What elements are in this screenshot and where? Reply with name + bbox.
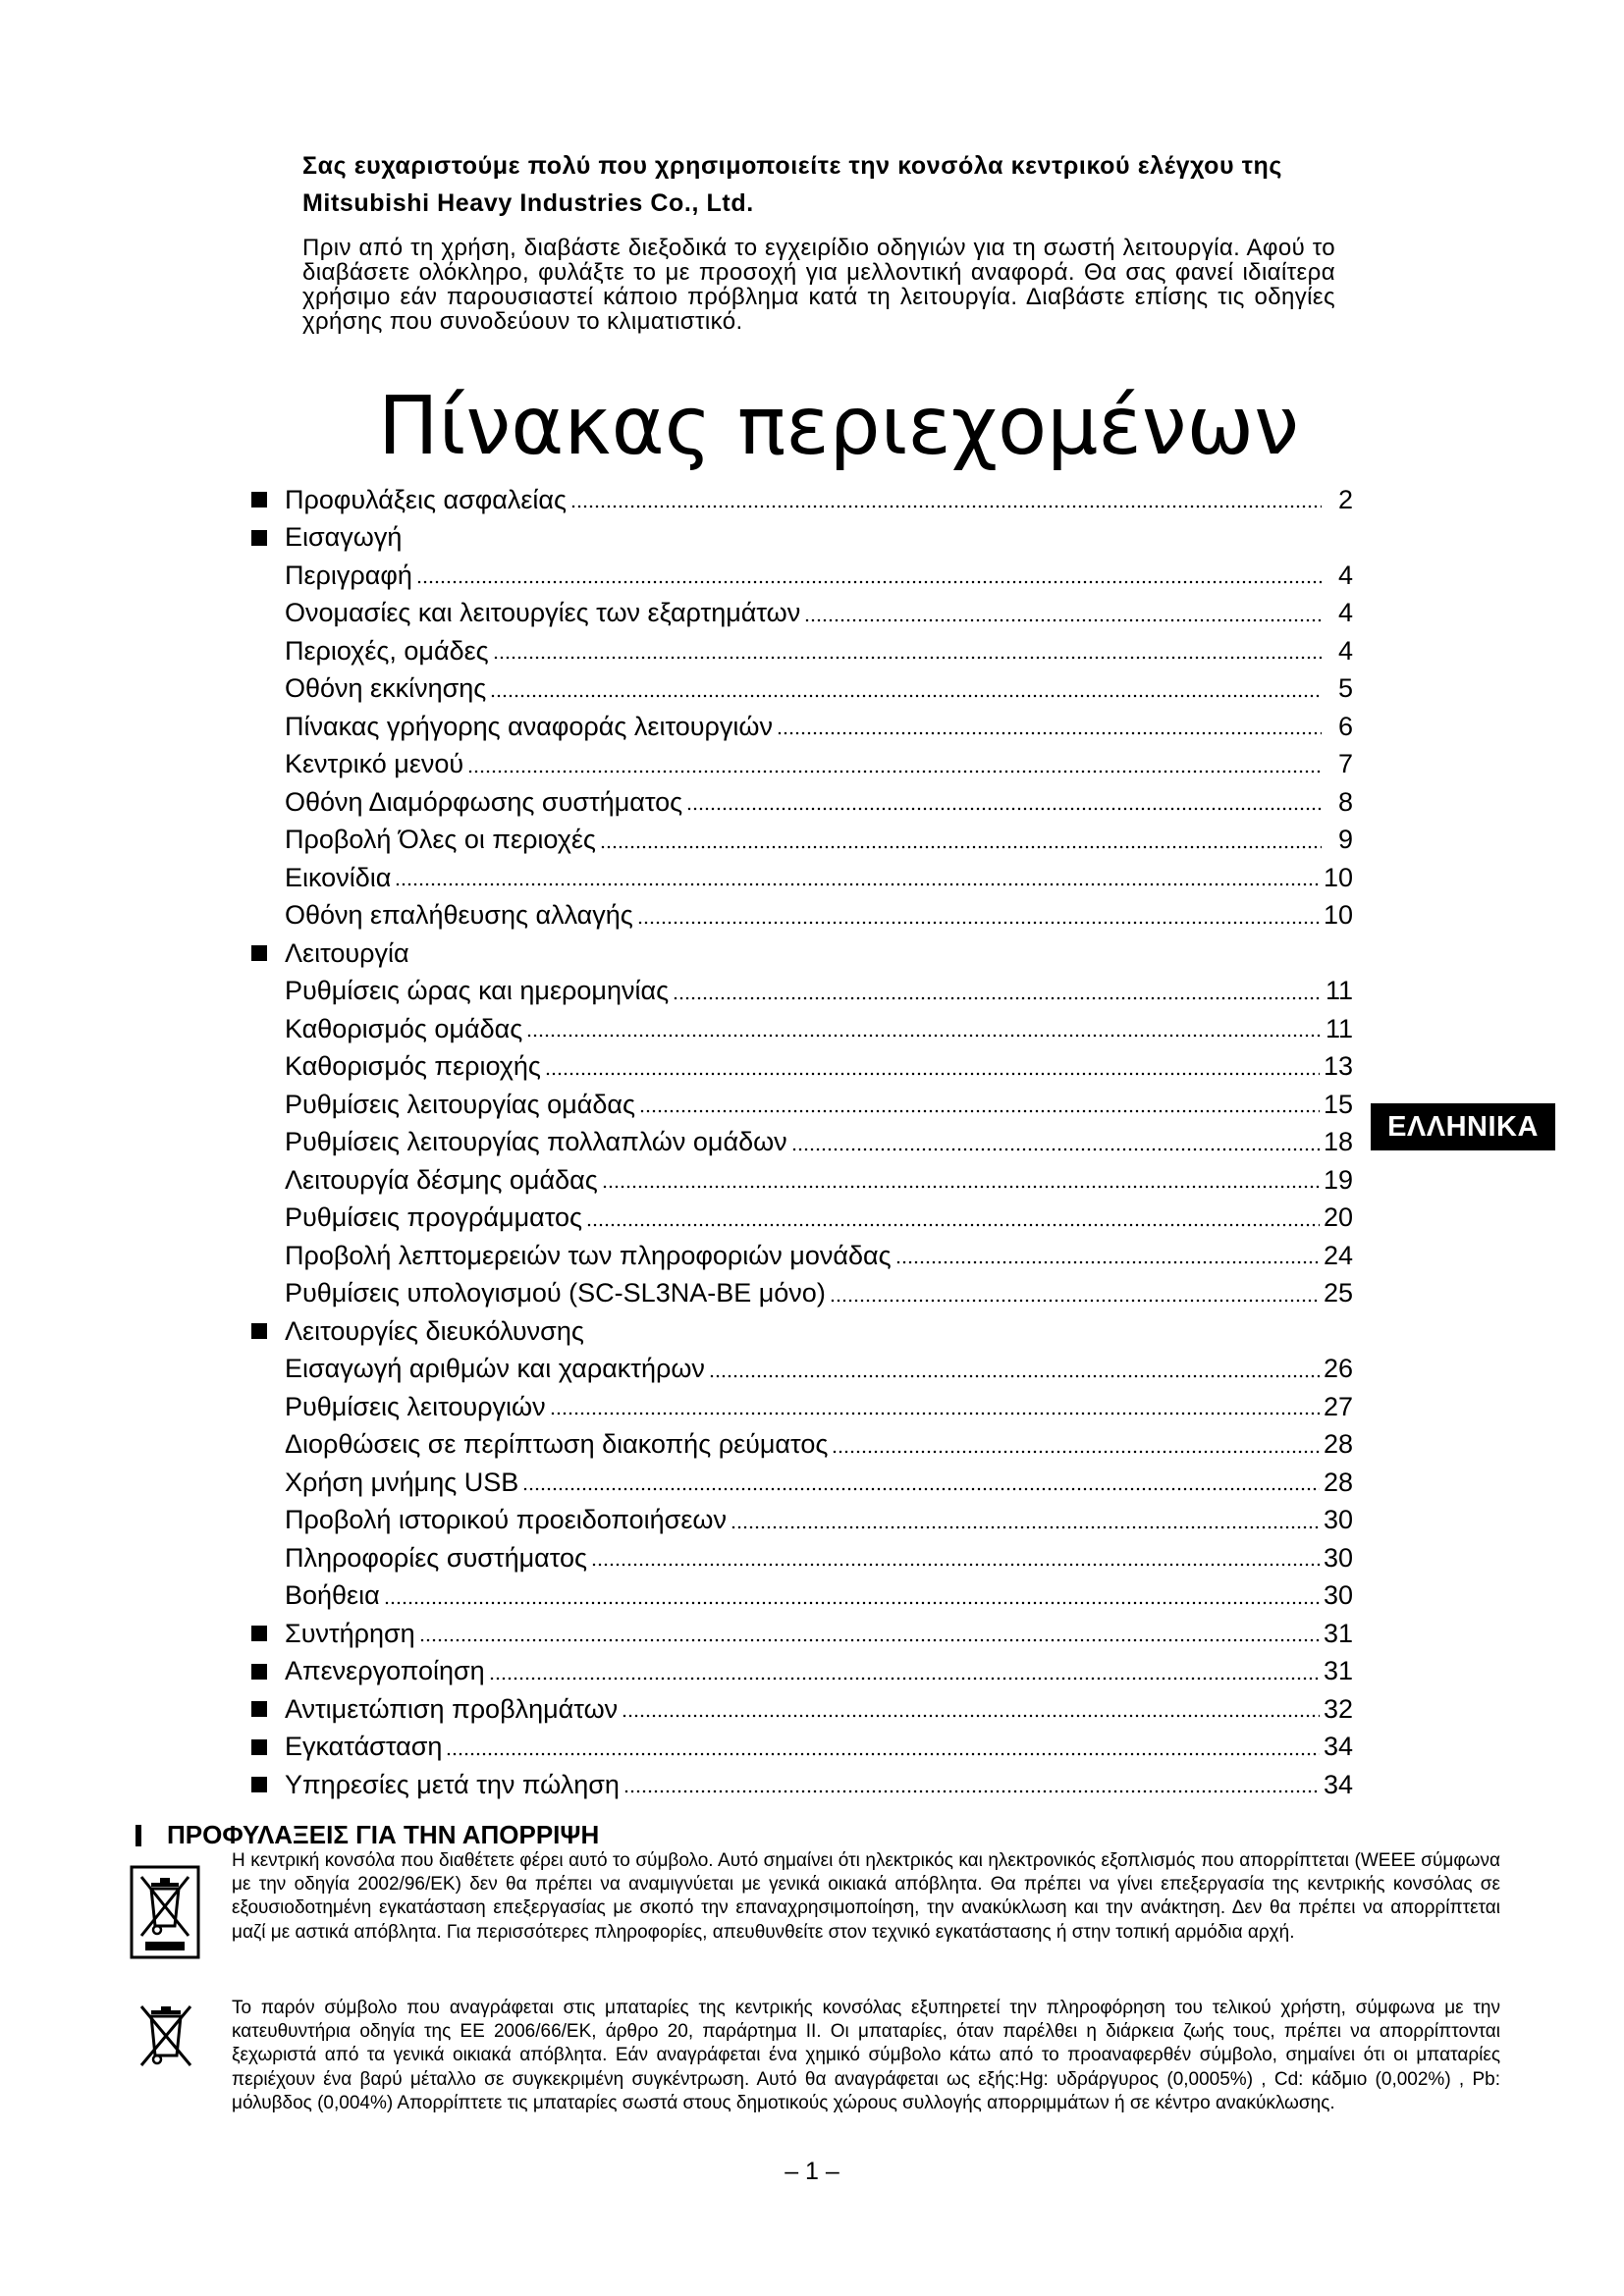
toc-bullet-icon [251, 1701, 267, 1717]
toc-entry [247, 1124, 1353, 1162]
toc-leader-dots [832, 1434, 1320, 1456]
toc-entry [247, 1539, 1353, 1577]
toc-entry-label: Απενεργοποίηση [285, 1656, 485, 1686]
toc-entry-label: Εικονίδια [285, 862, 392, 892]
toc-title: Πίνακας περιεχομένων [378, 380, 1299, 473]
toc-leader-dots [419, 1623, 1320, 1644]
weee-crossed-bin-icon [130, 1865, 200, 1959]
toc-leader-dots [673, 981, 1322, 1002]
toc-leader-dots [622, 1698, 1320, 1720]
toc-leader-dots [490, 678, 1322, 700]
toc-bullet-icon [251, 1777, 267, 1792]
toc-entry [247, 1237, 1353, 1275]
toc-leader-dots [586, 1207, 1320, 1229]
toc-bullet-icon [251, 1739, 267, 1755]
toc-entry-label: Χρήση μνήμης USB [285, 1467, 519, 1497]
toc-entry [247, 708, 1353, 746]
toc-entry-page: 30 [1323, 1580, 1353, 1611]
toc-leader-dots [686, 791, 1322, 813]
toc-entry-page: 30 [1323, 1505, 1353, 1535]
toc-entry [247, 1086, 1353, 1124]
toc-entry-label: Ρυθμίσεις λειτουργιών [285, 1391, 546, 1421]
toc-leader-dots [804, 603, 1322, 624]
toc-entry [247, 1048, 1353, 1087]
toc-entry-page: 31 [1323, 1618, 1353, 1648]
toc-entry [247, 1312, 1353, 1351]
toc-entry-page: 26 [1323, 1354, 1353, 1384]
toc-leader-dots [639, 1094, 1320, 1115]
toc-entry [247, 481, 1353, 519]
toc-entry-page: 11 [1325, 976, 1353, 1006]
toc-leader-dots [777, 716, 1322, 737]
toc-entry-label: Υπηρεσίες μετά την πώληση [285, 1769, 620, 1799]
toc-entry-label: Εισαγωγή αριθμών και χαρακτήρων [285, 1354, 705, 1384]
toc-entry [247, 1388, 1353, 1426]
toc-entry-page: 27 [1323, 1391, 1353, 1421]
toc-entry-label: Εγκατάσταση [285, 1732, 443, 1762]
toc-entry [247, 973, 1353, 1011]
toc-entry [247, 519, 1353, 558]
toc-leader-dots [830, 1283, 1320, 1305]
toc-entry-label: Ρυθμίσεις λειτουργίας πολλαπλών ομάδων [285, 1127, 787, 1157]
toc-leader-dots [446, 1736, 1320, 1758]
toc-leader-dots [591, 1547, 1320, 1569]
toc-entry-label: Αντιμετώπιση προβλημάτων [285, 1693, 619, 1724]
toc-entry-label: Οθόνη επαλήθευσης αλλαγής [285, 900, 633, 931]
toc-entry [247, 1351, 1353, 1389]
toc-entry-label: Ρυθμίσεις προγράμματος [285, 1202, 583, 1233]
toc-entry-label: Περιοχές, ομάδες [285, 635, 489, 666]
heading-marker [135, 1825, 141, 1846]
toc-entry-label: Λειτουργίες διευκόλυνσης [285, 1315, 584, 1346]
toc-entry [247, 632, 1353, 670]
toc-entry [247, 1653, 1353, 1691]
toc-entry-page: 10 [1323, 862, 1353, 892]
toc-leader-dots [416, 564, 1322, 586]
toc-entry-page: 8 [1337, 786, 1353, 817]
toc-entry-label: Κεντρικό μενού [285, 749, 464, 779]
toc-entry-page: 28 [1323, 1429, 1353, 1460]
toc-bullet-icon [251, 530, 267, 546]
toc-entry-label: Συντήρηση [285, 1618, 415, 1648]
toc-entry [247, 1010, 1353, 1048]
toc-entry-label: Καθορισμός ομάδας [285, 1013, 523, 1043]
toc-entry-label: Πληροφορίες συστήματος [285, 1542, 588, 1573]
toc-entry-label: Προβολή λεπτομερειών των πληροφοριών μονάδας [285, 1240, 892, 1270]
toc-entry-page: 32 [1323, 1693, 1353, 1724]
toc-entry [247, 1766, 1353, 1804]
toc-entry-page: 30 [1323, 1542, 1353, 1573]
toc-entry [247, 859, 1353, 897]
toc-leader-dots [623, 1774, 1320, 1795]
toc-entry-page: 11 [1325, 1013, 1353, 1043]
toc-leader-dots [602, 1169, 1320, 1191]
toc-entry [247, 1161, 1353, 1200]
toc-bullet-icon [251, 1323, 267, 1339]
toc-leader-dots [545, 1056, 1320, 1078]
page-number: – 1 – [785, 2158, 839, 2185]
toc-entry-page: 2 [1337, 484, 1353, 514]
toc-entry-page: 19 [1323, 1164, 1353, 1195]
toc-leader-dots [637, 905, 1320, 927]
toc-leader-dots [791, 1132, 1320, 1153]
toc-entry [247, 897, 1353, 935]
toc-entry-page: 7 [1337, 749, 1353, 779]
toc-leader-dots [384, 1585, 1320, 1607]
toc-entry-page: 28 [1323, 1467, 1353, 1497]
toc-entry-page: 15 [1323, 1089, 1353, 1119]
disposal-paragraph-weee: Η κεντρική κονσόλα που διαθέτετε φέρει αυτό το σύμβολο. Αυτό σημαίνει ότι ηλεκτρικός και ηλεκτρονικός εξοπλισμός που απορρίπτεται (WEEE σύμφωνα με την οδηγία 2002/96/ΕΚ) δεν θα πρέπει να αναμιγνύεται με γενικά οικιακά απόβλητα. Θα πρέπει να γίνει επεξεργασία της κεντρικής κονσόλας σε εξουσιοδοτημένη εγκατάσταση επεξεργασίας με σκοπό την επαναχρησιμοποίηση, την ανακύκλωση και την ανάκτηση. Δεν θα πρέπει να απορρίπτεται μαζί με αστικά απόβλητα. Για περισσότερες πληροφορίες, απευθυνθείτε στον τεχνικό εγκατάστασης ή στην τοπική αρμόδια αρχή. [232, 1850, 1500, 1943]
toc-entry-page: 25 [1323, 1278, 1353, 1308]
toc-leader-dots [895, 1245, 1320, 1266]
toc-entry [247, 595, 1353, 633]
toc-entry-page: 10 [1323, 900, 1353, 931]
toc-entry-label: Βοήθεια [285, 1580, 380, 1611]
toc-entry-page: 6 [1337, 711, 1353, 741]
toc-leader-dots [600, 829, 1322, 851]
toc-leader-dots [522, 1471, 1320, 1493]
intro-instructions: Πριν από τη χρήση, διαβάστε διεξοδικά το εγχειρίδιο οδηγιών για τη σωστή λειτουργία. Αφού το διαβάσετε ολόκληρο, φυλάξτε το με προσοχή για μελλοντική αναφορά. Θα σας φανεί ιδιαίτερα χρήσιμο εάν παρουσιαστεί κάποιο πρόβλημα κατά τη λειτουργία. Διαβάστε επίσης τις οδηγίες χρήσης που συνοδεύουν το κλιματιστικό. [302, 235, 1335, 335]
toc-leader-dots [570, 489, 1322, 510]
toc-entry [247, 1200, 1353, 1238]
toc-entry-page: 5 [1337, 673, 1353, 704]
toc-entry-page: 24 [1323, 1240, 1353, 1270]
toc-entry-label: Ρυθμίσεις ώρας και ημερομηνίας [285, 976, 670, 1006]
toc-entry [247, 783, 1353, 822]
toc-leader-dots [493, 640, 1322, 662]
toc-entry [247, 934, 1353, 973]
toc-entry-label: Οθόνη εκκίνησης [285, 673, 487, 704]
toc-entry-label: Προβολή ιστορικού προειδοποιήσεων [285, 1505, 727, 1535]
toc-entry-label: Ρυθμίσεις υπολογισμού (SC-SL3NA-BE μόνο) [285, 1278, 826, 1308]
disposal-heading-text: ΠΡΟΦΥΛΑΞΕΙΣ ΓΙΑ ΤΗΝ ΑΠΟΡΡΙΨΗ [167, 1820, 600, 1849]
toc-bullet-icon [251, 945, 267, 961]
toc-entry [247, 1690, 1353, 1729]
toc-entry-label: Προβολή Όλες οι περιοχές [285, 825, 596, 855]
intro-thanks: Σας ευχαριστούμε πολύ που χρησιμοποιείτε την κονσόλα κεντρικού ελέγχου της Mitsubishi Heavy Industries Co., Ltd. [302, 152, 1282, 217]
toc-leader-dots [709, 1359, 1320, 1380]
toc-entry [247, 557, 1353, 595]
toc-entry [247, 1426, 1353, 1465]
toc-entry-page: 34 [1323, 1732, 1353, 1762]
toc-entry [247, 746, 1353, 784]
toc-entry-label: Οθόνη Διαμόρφωσης συστήματος [285, 786, 683, 817]
toc-entry-page: 20 [1323, 1202, 1353, 1233]
toc-entry-label: Καθορισμός περιοχής [285, 1051, 541, 1082]
toc-entry-label: Πίνακας γρήγορης αναφοράς λειτουργιών [285, 711, 773, 741]
table-of-contents [247, 481, 1353, 1804]
toc-bullet-icon [251, 1664, 267, 1680]
toc-entry-page: 13 [1323, 1051, 1353, 1082]
toc-entry [247, 1464, 1353, 1502]
toc-leader-dots [731, 1510, 1320, 1531]
toc-entry [247, 670, 1353, 709]
toc-entry-page: 34 [1323, 1769, 1353, 1799]
toc-entry-label: Προφυλάξεις ασφαλείας [285, 484, 568, 514]
toc-entry-page: 18 [1323, 1127, 1353, 1157]
toc-entry-page: 4 [1337, 635, 1353, 666]
toc-leader-dots [526, 1018, 1322, 1040]
toc-leader-dots [395, 867, 1320, 888]
toc-entry-label: Διορθώσεις σε περίπτωση διακοπής ρεύματος [285, 1429, 829, 1460]
toc-entry-page: 4 [1337, 560, 1353, 590]
toc-entry-label: Περιγραφή [285, 560, 412, 590]
toc-leader-dots [489, 1661, 1320, 1682]
toc-entry [247, 1577, 1353, 1616]
toc-entry-page: 9 [1337, 825, 1353, 855]
toc-entry-label: Ρυθμίσεις λειτουργίας ομάδας [285, 1089, 635, 1119]
toc-bullet-icon [251, 492, 267, 507]
toc-leader-dots [467, 754, 1322, 775]
toc-entry-label: Εισαγωγή [285, 522, 403, 553]
toc-leader-dots [550, 1396, 1320, 1417]
toc-entry-label: Λειτουργία [285, 937, 409, 968]
toc-entry-page: 31 [1323, 1656, 1353, 1686]
toc-entry [247, 1615, 1353, 1653]
disposal-paragraph-battery: Το παρόν σύμβολο που αναγράφεται στις μπαταρίες της κεντρικής κονσόλας εξυπηρετεί την πληροφόρηση του τελικού χρήστη, σύμφωνα με την κατευθυντήρια οδηγία της ΕΕ 2006/66/ΕΚ, άρθρο 20, παράρτημα II. Οι μπαταρίες, όταν παρέλθει η διάρκεια ζωής τους, πρέπει να απορρίπτονται ξεχωριστά από τα γενικά οικιακά απόβλητα. Εάν αναγράφεται ένα χημικό σύμβολο κάτω από το προαναφερθέν σύμβολο, σημαίνει ότι οι μπαταρίες περιέχουν ένα βαρύ μέταλλο σε συγκεκριμένη συγκέντρωση. Αυτό θα αναγράφεται ως εξής:Hg: υδράργυρος (0,0005%) , Cd: κάδμιο (0,002%) , Pb: μόλυβδος (0,004%) Απορρίπτετε τις μπαταρίες σωστά στους δημοτικούς χώρους συλλογής απορριμμάτων ή σε κέντρο ανακύκλωσης. [232, 1998, 1500, 2113]
toc-entry [247, 1502, 1353, 1540]
disposal-heading [135, 1820, 599, 1850]
toc-entry [247, 822, 1353, 860]
language-tab: ΕΛΛΗΝΙΚΑ [1371, 1103, 1555, 1150]
toc-entry-label: Λειτουργία δέσμης ομάδας [285, 1164, 598, 1195]
toc-entry [247, 1275, 1353, 1313]
toc-bullet-icon [251, 1626, 267, 1641]
battery-crossed-bin-icon [137, 2001, 194, 2069]
toc-entry-label: Ονομασίες και λειτουργίες των εξαρτημάτων [285, 598, 801, 628]
toc-entry-page: 4 [1337, 598, 1353, 628]
toc-entry [247, 1729, 1353, 1767]
